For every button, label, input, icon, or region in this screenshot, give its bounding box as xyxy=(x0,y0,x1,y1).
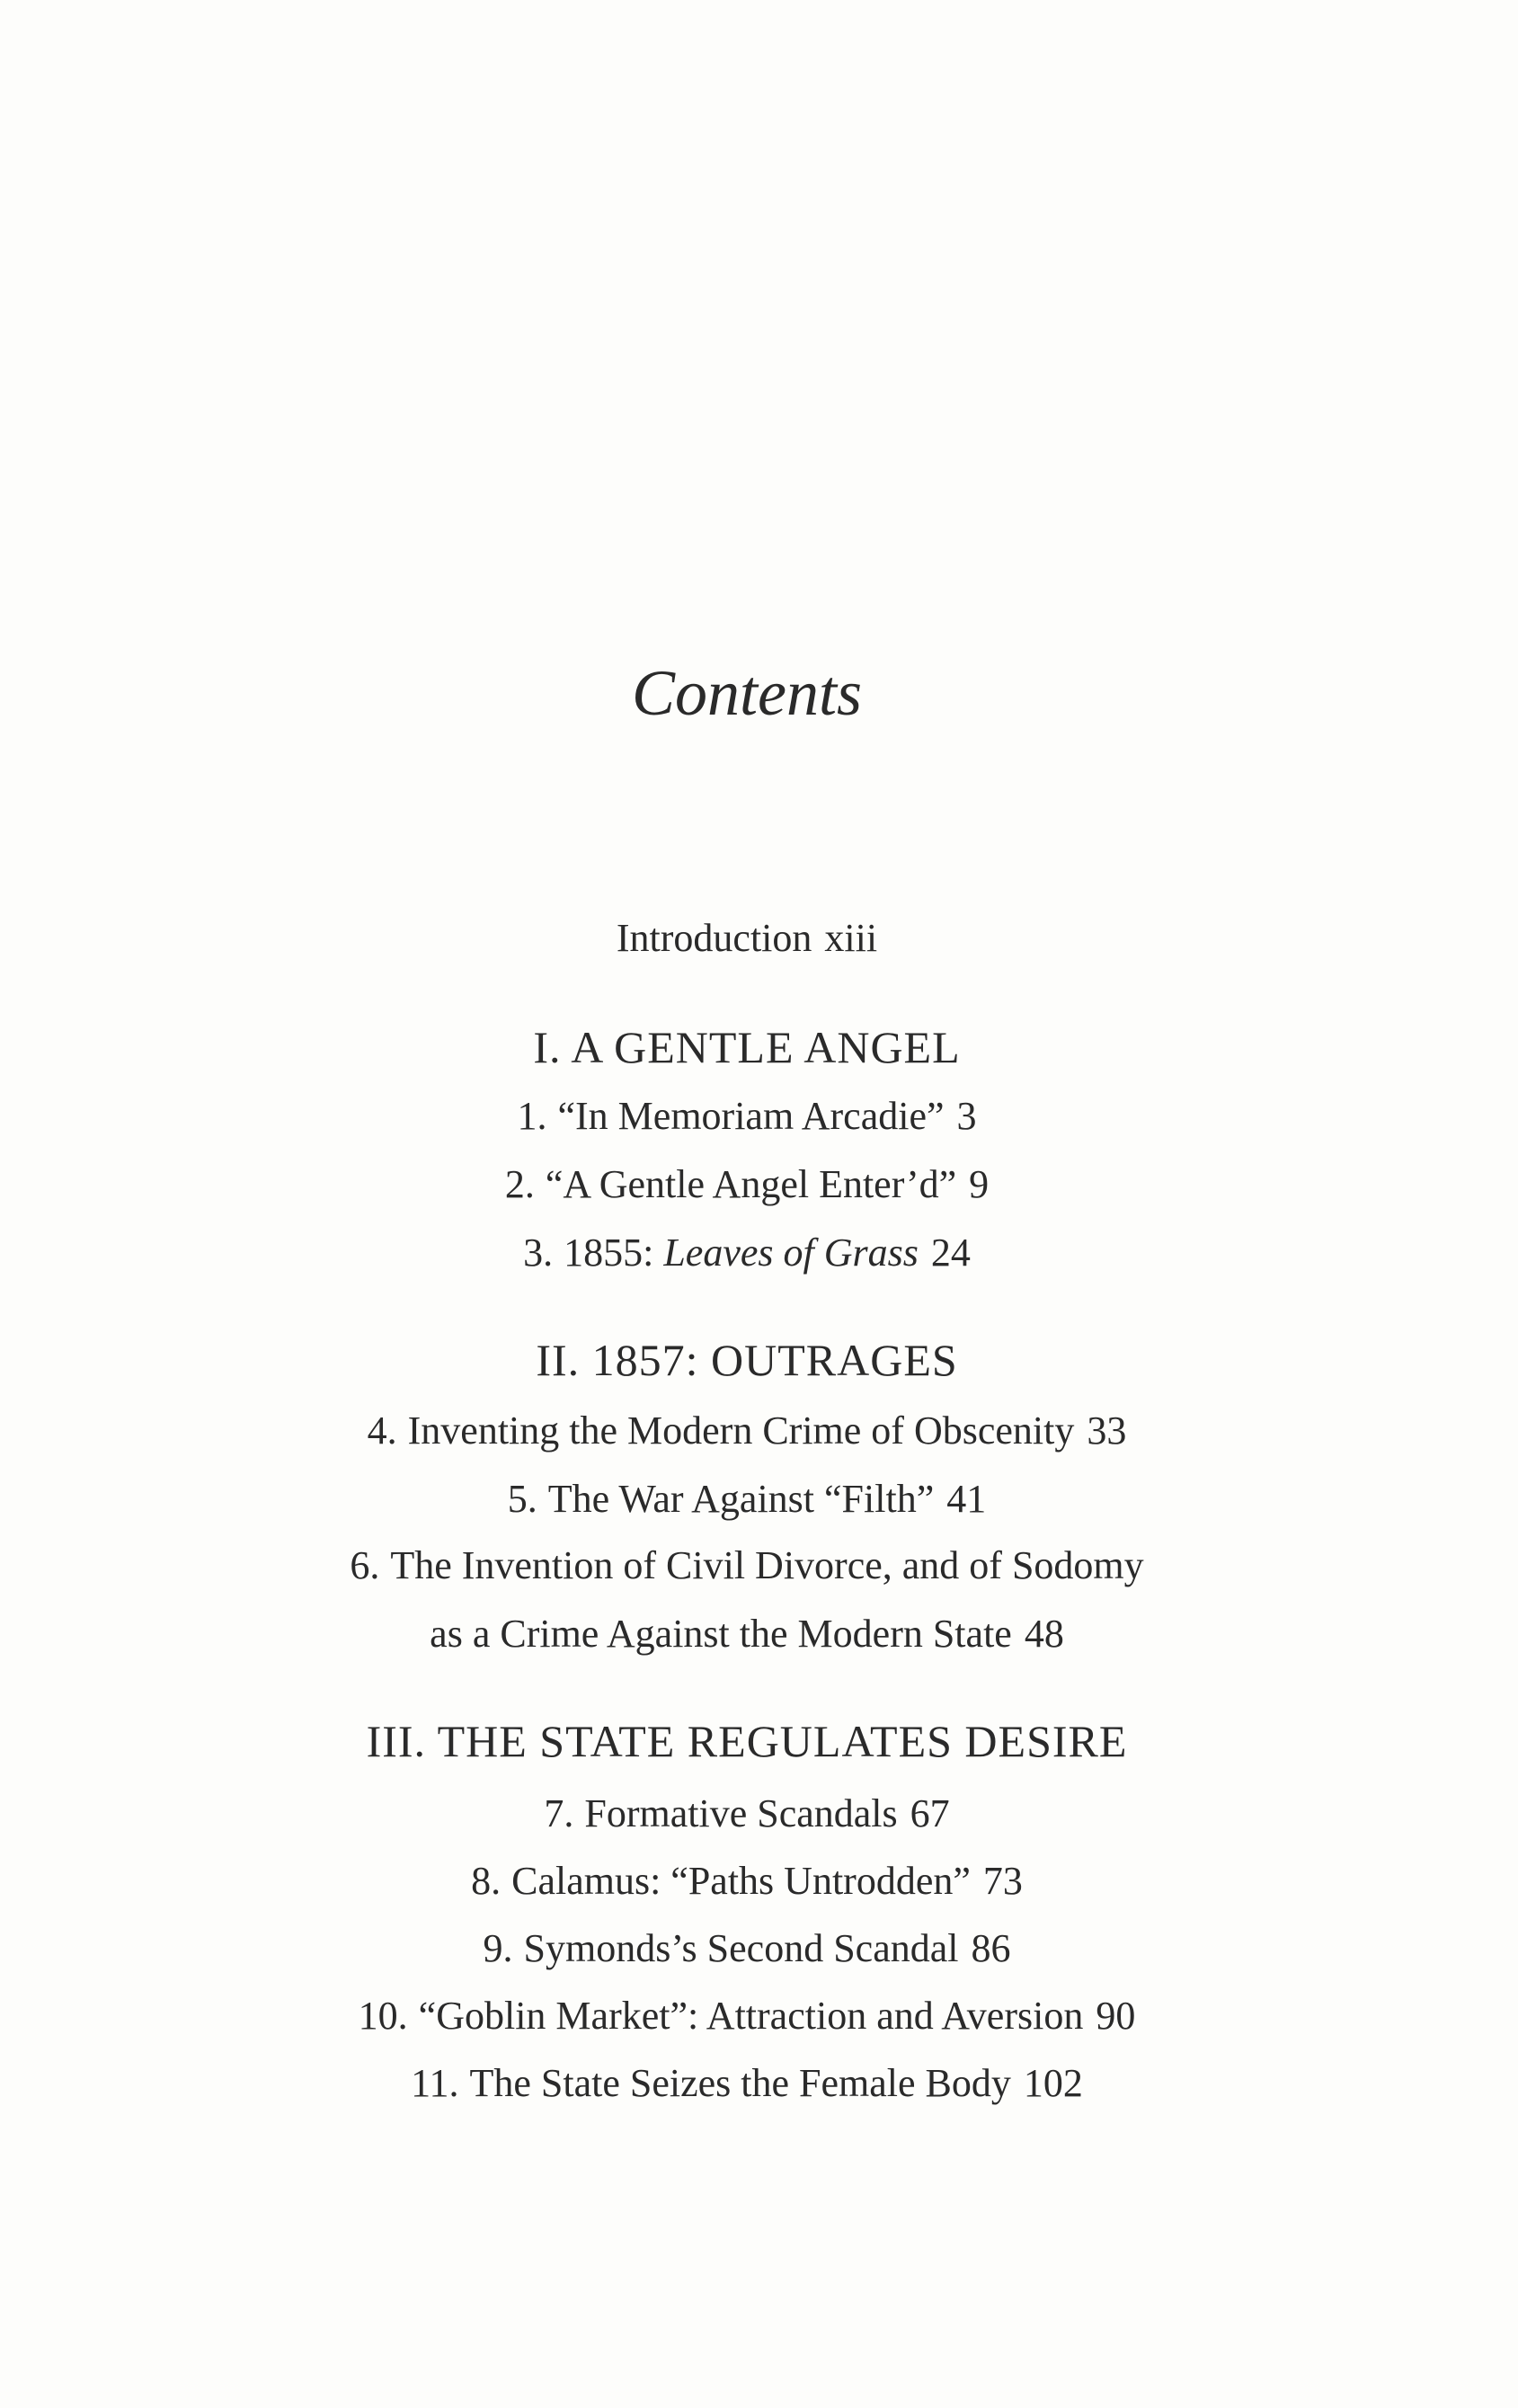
entry-title: The War Against “Filth” xyxy=(547,1477,935,1521)
entry-title: “A Gentle Angel Enter’d” xyxy=(545,1162,957,1206)
toc-entry xyxy=(517,1094,977,1138)
entry-page: 3 xyxy=(956,1094,977,1138)
entry-title: Symonds’s Second Scandal xyxy=(523,1926,959,1970)
entry-number: 5. xyxy=(507,1477,537,1521)
toc-entry xyxy=(471,1859,1023,1903)
entry-page: 9 xyxy=(969,1162,990,1206)
entry-page: 102 xyxy=(1023,2061,1083,2105)
toc-introduction xyxy=(616,916,878,960)
entry-number: 7. xyxy=(544,1791,574,1835)
entry-page: 67 xyxy=(910,1791,950,1835)
entry-title: Inventing the Modern Crime of Obscenity xyxy=(407,1408,1075,1453)
toc-entry xyxy=(508,1479,986,1519)
toc-entry xyxy=(411,2061,1083,2105)
toc-entry xyxy=(523,1233,971,1273)
toc-entry xyxy=(483,1926,1011,1970)
entry-page: 86 xyxy=(971,1926,1011,1970)
entry-number: 4. xyxy=(367,1408,397,1453)
entry-title: Formative Scandals xyxy=(584,1791,898,1835)
part-heading: I. A GENTLE ANGEL xyxy=(533,1022,961,1072)
entry-number: 3. xyxy=(523,1231,554,1275)
entry-title: Calamus: “Paths Untrodden” xyxy=(511,1859,971,1903)
entry-title: Introduction xyxy=(616,916,812,960)
entry-title: as a Crime Against the Modern State xyxy=(430,1612,1012,1656)
entry-number: 2. xyxy=(504,1162,535,1206)
entry-page: 33 xyxy=(1087,1408,1127,1453)
toc-entry xyxy=(544,1791,950,1835)
entry-page: 24 xyxy=(930,1231,971,1275)
entry-title-prefix: 1855: xyxy=(564,1231,654,1275)
entry-number: 9. xyxy=(483,1926,513,1970)
entry-page: 41 xyxy=(946,1477,987,1521)
entry-page: 90 xyxy=(1096,1994,1136,2038)
entry-title: “In Memoriam Arcadie” xyxy=(557,1094,945,1138)
entry-title: The Invention of Civil Divorce, and of Sodomy xyxy=(390,1543,1144,1587)
part-heading: III. THE STATE REGULATES DESIRE xyxy=(366,1716,1128,1766)
entry-title-italic: Leaves of Grass xyxy=(663,1231,919,1275)
toc-entry xyxy=(504,1162,990,1206)
entry-title: “Goblin Market”: Attraction and Aversion xyxy=(418,1994,1084,2038)
entry-number: 6. xyxy=(350,1543,380,1587)
part-heading: II. 1857: OUTRAGES xyxy=(536,1335,958,1385)
entry-number: 8. xyxy=(471,1859,502,1903)
entry-page: 73 xyxy=(982,1859,1023,1903)
page-title: Contents xyxy=(631,657,863,729)
entry-page: xiii xyxy=(824,916,878,960)
toc-entry xyxy=(350,1543,1144,1587)
toc-entry-continued xyxy=(430,1614,1064,1654)
toc-entry xyxy=(367,1408,1127,1453)
toc-entry xyxy=(359,1996,1136,2036)
entry-number: 11. xyxy=(411,2061,459,2105)
entry-page: 48 xyxy=(1024,1612,1064,1656)
entry-title: The State Seizes the Female Body xyxy=(469,2061,1011,2105)
entry-number: 1. xyxy=(517,1094,547,1138)
entry-number: 10. xyxy=(358,1994,408,2038)
